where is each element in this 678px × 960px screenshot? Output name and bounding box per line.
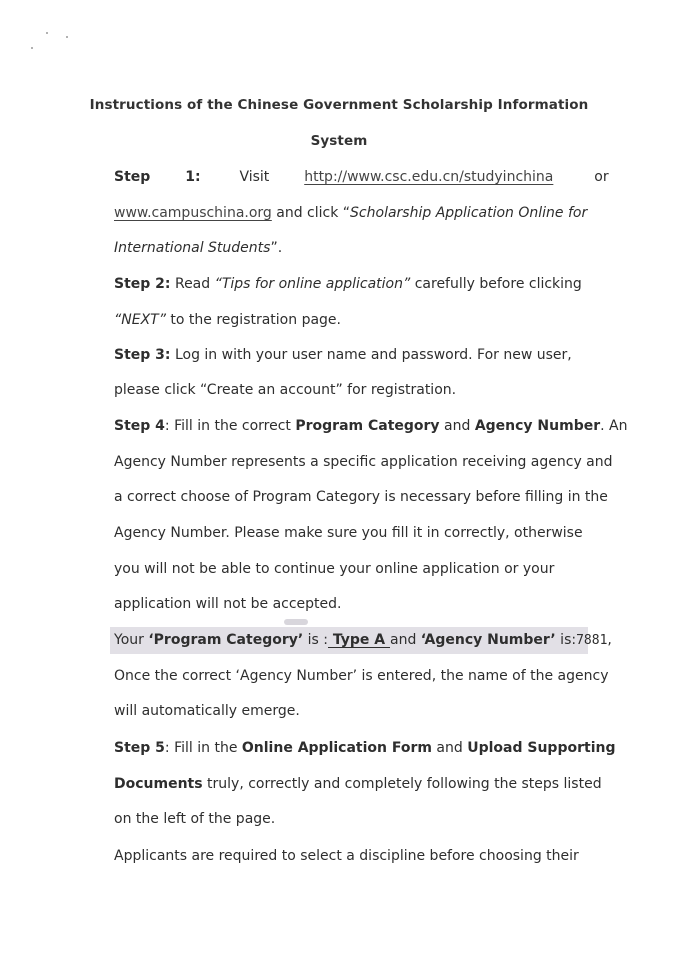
agency-number-label: ‘Agency Number’ [420,632,556,648]
step2-read: Read [170,276,215,292]
step2-next: “NEXT” [114,312,166,328]
step4-text-end: . An [600,418,628,434]
step5-line3: on the left of the page. [114,811,276,827]
category-is: is : [303,632,328,648]
upload-supporting-term: Upload Supporting [467,740,616,756]
step1-italic2: International Students [114,240,271,256]
step4-label: Step 4 [114,418,165,434]
step3-label: Step 3: [114,347,171,363]
step4-text: : Fill in the correct [164,418,296,434]
step2-line2 [114,310,589,330]
step1-line3 [114,238,589,258]
scan-speck [31,47,33,49]
step4-line2: Agency Number represents a specific application receiving agency and [114,454,613,470]
step5-label: Step 5 [114,740,165,756]
step1-end: ”. [270,240,283,256]
online-application-form-term: Online Application Form [241,740,432,756]
step5-and: and [431,740,468,756]
step1-visit: Visit [239,169,270,185]
step4-line3: a correct choose of Program Category is necessary before filling in the [114,489,608,505]
step3-text: Log in with your user name and password. For new user, [170,347,572,363]
step1-number: 1: [185,169,201,185]
category-is2: is: [555,632,577,648]
step2-text: carefully before clicking [410,276,582,292]
category-your: Your [114,632,149,648]
last-line: Applicants are required to select a discipline before choosing their [114,848,579,864]
scan-smudge [284,619,308,625]
document-title-line1: Instructions of the Chinese Government Scholarship Information [89,97,589,113]
step2-tips: “Tips for online application” [214,276,411,292]
documents-term: Documents [114,776,203,792]
category-line1 [114,630,612,651]
csc-link[interactable]: http://www.csc.edu.cn/studyinchina [304,169,554,185]
step5-line2 [114,774,602,794]
category-and: and [390,632,421,648]
category-line2: Once the correct ‘Agency Number’ is entered, the name of the agency [114,668,609,684]
scan-speck [46,32,48,34]
category-line3: will automatically emerge. [114,703,300,719]
step5-line1 [114,738,616,758]
category-comma: , [607,632,612,648]
program-category-label: ‘Program Category’ [148,632,304,648]
step3-line2: please click “Create an account” for registration. [114,382,457,398]
step1-italic: Scholarship Application Online for [350,205,588,221]
step5-text: : Fill in the [164,740,242,756]
agency-number-value: 7881 [576,633,608,648]
step2-line1 [114,274,589,294]
step3-line1 [114,345,589,365]
step1-line2 [114,203,589,223]
step4-line5: you will not be able to continue your online application or your [114,561,555,577]
step2-label: Step 2: [114,276,171,292]
step4-and: and [439,418,475,434]
document-title-line2: System [310,133,368,149]
step1-label: Step [114,169,151,185]
step4-line1 [114,416,628,436]
step4-line4: Agency Number. Please make sure you fill it in correctly, otherwise [114,525,583,541]
program-category-value: Type A [328,632,390,648]
step5-text2: truly, correctly and completely following the steps listed [202,776,602,792]
step1-line1 [114,167,609,187]
step1-click-text: and click “ [271,205,351,221]
step4-line6: application will not be accepted. [114,596,342,612]
program-category-term: Program Category [295,418,440,434]
step2-text2: to the registration page. [165,312,341,328]
agency-number-term: Agency Number [474,418,601,434]
campuschina-link[interactable]: www.campuschina.org [114,205,272,221]
step1-or: or [594,169,609,185]
scan-speck [66,36,68,38]
